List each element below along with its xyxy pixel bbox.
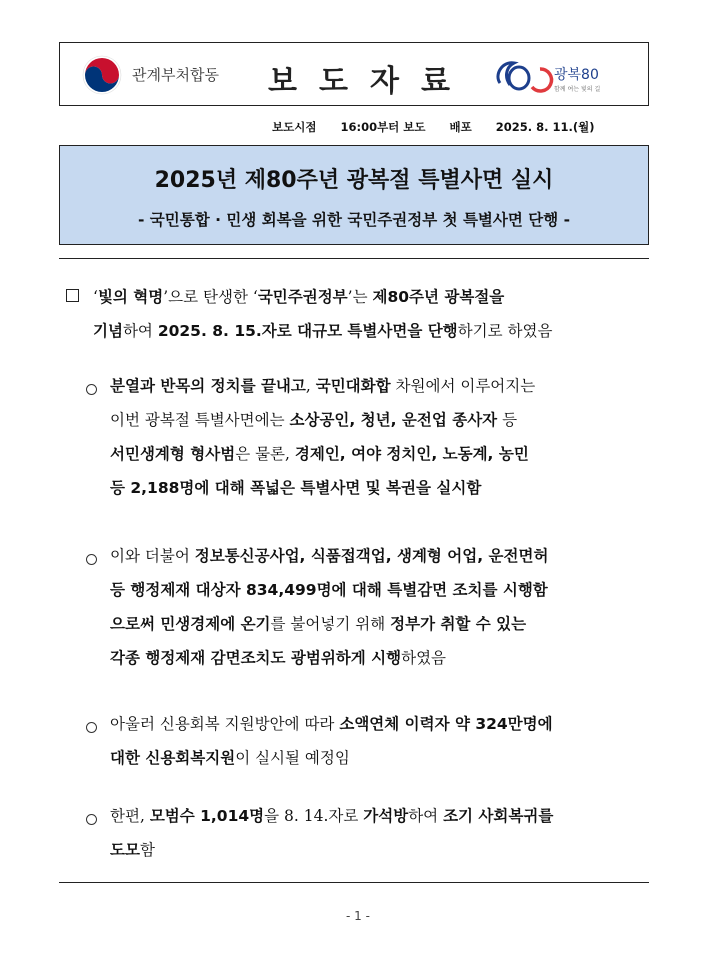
emphasized-text: 기념 xyxy=(93,322,123,340)
emphasized-text: 경제인, 여야 정치인, 노동계, 농민 xyxy=(294,445,529,463)
emphasized-text: 가석방 xyxy=(363,807,409,825)
circle-bullet-icon xyxy=(86,722,97,733)
emphasized-text: 서민생계형 형사범 xyxy=(110,445,236,463)
body-text: 를 불어넣기 위해 xyxy=(270,615,391,633)
emphasized-text: 으로써 민생경제에 온기 xyxy=(110,615,271,633)
paragraph-administrative-relief xyxy=(110,539,548,675)
press-release-header xyxy=(59,42,649,106)
body-text: 이 실시될 예정임 xyxy=(235,749,350,767)
emphasized-text: 조기 사회복귀를 xyxy=(443,807,554,825)
paragraph-line xyxy=(110,437,535,471)
body-text: 하여 xyxy=(408,807,444,825)
body-text: 한편, xyxy=(110,807,150,825)
body-text: 하기로 하였음 xyxy=(457,322,553,340)
emphasized-text: 대한 신용회복지원 xyxy=(110,749,236,767)
release-info xyxy=(272,119,595,135)
headline-box xyxy=(59,145,649,245)
bottom-divider xyxy=(59,882,649,883)
paragraph-line xyxy=(110,741,553,775)
release-time-value: 16:00부터 보도 xyxy=(340,120,426,134)
paragraph-line xyxy=(110,573,548,607)
paragraph-line xyxy=(110,369,535,403)
distribution-label: 배포 xyxy=(449,120,472,134)
emphasized-text: 분열과 반목의 정치를 끝내고 xyxy=(110,377,306,395)
anniversary-tagline: 함께 여는 빛의 길 xyxy=(554,86,601,93)
headline: 2025년 제80주년 광복절 특별사면 실시 xyxy=(154,168,554,193)
emphasized-text: 도모 xyxy=(110,841,140,859)
paragraph-credit-recovery xyxy=(110,707,553,775)
emphasized-text: 국민대화합 xyxy=(315,377,391,395)
issuing-organization: 관계부처합동 xyxy=(132,66,219,84)
emphasized-text: 정부가 취할 수 있는 xyxy=(390,615,527,633)
emphasized-text: 모범수 1,014명 xyxy=(149,807,265,825)
paragraph-line xyxy=(110,403,535,437)
paragraph-parole xyxy=(110,799,553,867)
sub-headline: - 국민통합 · 민생 회복을 위한 국민주권정부 첫 특별사면 단행 - xyxy=(137,211,571,229)
document-type-title: 보도자료 xyxy=(268,64,472,99)
paragraph-line xyxy=(110,539,548,573)
paragraph-line xyxy=(110,607,548,641)
square-bullet-icon xyxy=(66,289,79,302)
paragraph-summary xyxy=(93,280,552,348)
body-text: ‘ xyxy=(93,288,98,306)
body-text: 하여 xyxy=(122,322,158,340)
emphasized-text: 소상공인, 청년, 운전업 종사자 xyxy=(289,411,498,429)
body-text: 을 8. 14.자로 xyxy=(264,807,364,825)
emphasized-text: 정보통신공사업, 식품접객업, 생계형 어업, 운전면허 xyxy=(194,547,549,565)
body-text: ’는 xyxy=(347,288,373,306)
paragraph-line xyxy=(110,799,553,833)
emphasized-text: 등 행정제재 대상자 834,499명에 대해 특별감면 조치를 시행함 xyxy=(110,581,548,599)
body-text: 은 물론, xyxy=(235,445,295,463)
body-text: 함 xyxy=(139,841,155,859)
emphasized-text: 각종 행정제재 감면조치도 광범위하게 시행 xyxy=(110,649,402,667)
emphasized-text: 소액연체 이력자 약 324만명에 xyxy=(339,715,553,733)
emphasized-text: 제80주년 광복절을 xyxy=(372,288,505,306)
emphasized-text: 2025. 8. 15.자로 대규모 특별사면을 단행 xyxy=(157,322,458,340)
page-number: - 1 - xyxy=(346,909,370,923)
liberation-80th-anniversary-logo xyxy=(492,53,642,97)
government-emblem-icon xyxy=(82,55,122,95)
body-text: 이와 더불어 xyxy=(110,547,195,565)
distribution-date: 2025. 8. 11.(월) xyxy=(495,120,595,134)
circle-bullet-icon xyxy=(86,814,97,825)
paragraph-line xyxy=(93,280,552,314)
emphasized-text: 국민주권정부 xyxy=(257,288,348,306)
paragraph-line xyxy=(110,707,553,741)
emphasized-text: 등 2,188명에 대해 폭넓은 특별사면 및 복권을 실시함 xyxy=(110,479,482,497)
circle-bullet-icon xyxy=(86,554,97,565)
body-text: 이번 광복절 특별사면에는 xyxy=(110,411,290,429)
paragraph-special-pardon xyxy=(110,369,535,505)
body-text: ’으로 탄생한 ‘ xyxy=(163,288,258,306)
circle-bullet-icon xyxy=(86,384,97,395)
body-text: 하였음 xyxy=(401,649,447,667)
paragraph-line xyxy=(110,641,548,675)
top-divider xyxy=(59,258,649,259)
body-text: 아울러 신용회복 지원방안에 따라 xyxy=(110,715,340,733)
emphasized-text: 빛의 혁명 xyxy=(97,288,164,306)
release-time-label: 보도시점 xyxy=(272,120,317,134)
paragraph-line xyxy=(110,833,553,867)
body-text: 등 xyxy=(497,411,518,429)
body-text: , xyxy=(305,377,316,395)
anniversary-label: 광복80 xyxy=(554,67,599,83)
body-text: 차원에서 이루어지는 xyxy=(390,377,536,395)
paragraph-line xyxy=(93,314,552,348)
paragraph-line xyxy=(110,471,535,505)
